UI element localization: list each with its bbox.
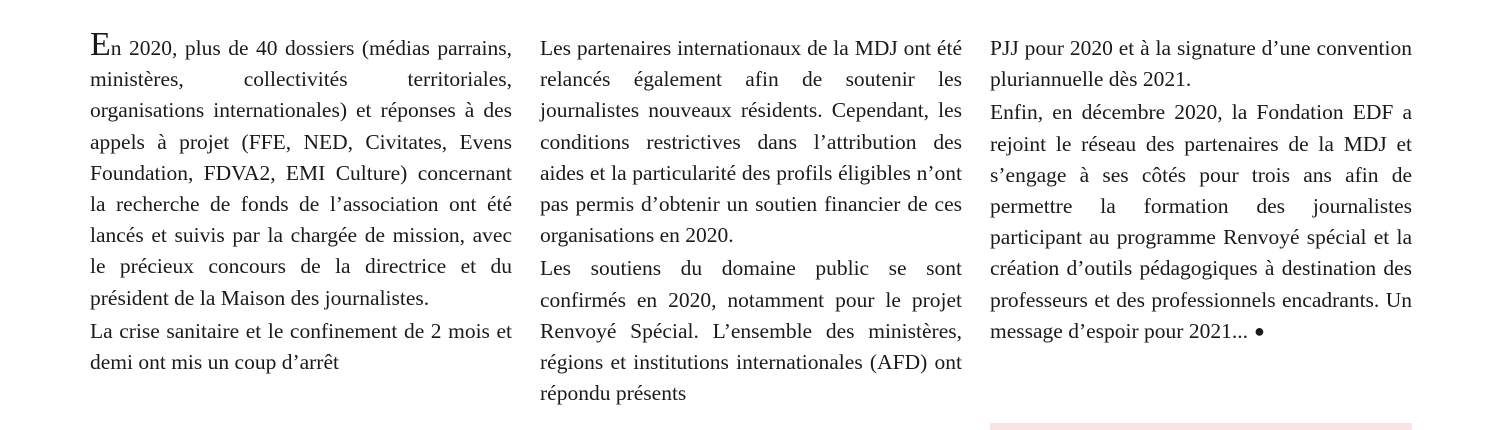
- end-of-article-bullet-icon: ●: [1253, 320, 1265, 341]
- text-column-3: [990, 33, 1412, 347]
- paragraph-fundraising-dossiers: [90, 26, 512, 314]
- paragraph-public-support: Les soutiens du domaine public se sont confirmés en 2020, notamment pour le projet Renvoyé Spécial. L’ensemble des ministères, régions et institutions internationales (AFD) ont répondu présents: [540, 256, 962, 406]
- drop-cap-letter: E: [90, 26, 111, 63]
- paragraph-international-partners: Les partenaires internationaux de la MDJ ont été relancés également afin de soutenir les journalistes nouveaux résidents. Cependant, les conditions restrictives dans l’attribution des aides et la particularité des profils éligibles n’ont pas permis d’obtenir un soutien financier de ces organisations en 2020.: [540, 36, 962, 248]
- paragraph-text: Enfin, en décembre 2020, la Fondation EDF a rejoint le réseau des partenaires de la MDJ et s’engage à ses côtés pour trois ans afin de permettre la formation des journalistes participant au programme Renvoyé spécial et la création d’outils pédagogiques à destination des professeurs et des professionnels encadrants. Un message d’espoir pour 2021...: [990, 100, 1412, 343]
- paragraph-text: n 2020, plus de 40 dossiers (médias parrains, ministères, collectivités territoriales, organisations internationales) et réponses à des appels à projet (FFE, NED, Civitates, Evens Foundation, FDVA2, EMI Culture) concernant la recherche de fonds de l’association ont été lancés et suivis par la chargée de mission, avec le précieux concours de la directrice et du président de la Maison des journalistes.: [90, 36, 512, 310]
- paragraph-edf-foundation: [990, 97, 1412, 347]
- text-column-1: [90, 26, 512, 378]
- paragraph-pjj-convention: PJJ pour 2020 et à la signature d’une convention pluriannuelle dès 2021.: [990, 36, 1412, 92]
- text-column-2: [540, 33, 962, 409]
- paragraph-health-crisis: La crise sanitaire et le confinement de 2 mois et demi ont mis un coup d’arrêt: [90, 318, 512, 375]
- highlight-box: [990, 423, 1412, 430]
